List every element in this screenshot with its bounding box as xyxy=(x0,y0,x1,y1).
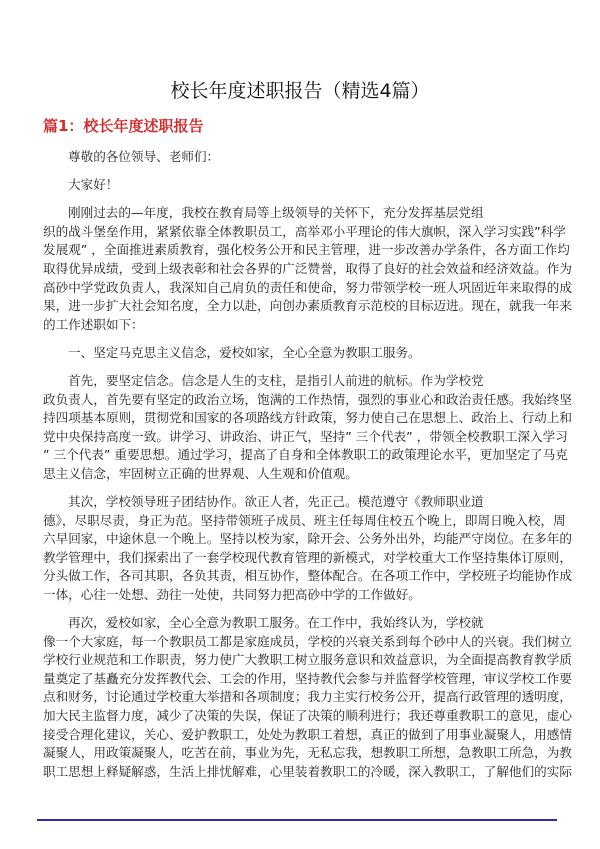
text-line: 再次，爱校如家，全心全意为教职工服务。在工作中，我始终认为，学校就 xyxy=(68,615,484,631)
text-line: 政负责人，首先要有坚定的政治立场，饱满的工作热情，强烈的事业心和政治责任感。我始终坚 xyxy=(43,391,572,407)
text-line: 织的战斗堡垒作用，紧紧依靠全体教职员工，高举邓小平理论的伟大旗帜，深入学习实践”科学 xyxy=(43,223,566,239)
text-line: 发展观” ，全面推进素质教育，强化校务公开和民主管理，进一步改善办学条件，各方面工作均 xyxy=(43,242,570,258)
paragraph xyxy=(43,614,572,781)
text-line: 高砂中学党政负责人，我深知自己肩负的责任和使命，努力带领学校一班人巩固近年来取得的成 xyxy=(43,279,572,295)
footer-rule xyxy=(37,819,557,821)
text-line: 党中央保持高度一致。讲学习、讲政治、讲正气，坚持” 三个代表” ，带领全校教职工深入学习 xyxy=(43,428,568,444)
text-line: 学校行业规范和工作职责，努力使广大教职工树立服务意识和效益意识，为全面提高教育教学质 xyxy=(43,652,572,668)
text-line: 德》，尽职尽责，身正为范。坚持带领班子成员、班主任每周住校五个晚上，即周日晚入校，周 xyxy=(43,512,566,528)
paragraph xyxy=(43,148,559,167)
text-line: 量奠定了基矗充分发挥教代会、工会的作用，坚持教代会参与并监督学校管理，审议学校工作要 xyxy=(43,670,572,686)
text-line: 六早回家，中途休息一个晚上。坚持以校为家，除开会、公务外出外，均能严守岗位。在多年的 xyxy=(43,531,572,547)
paragraph xyxy=(43,493,572,605)
text-line: 接受合理化建议，关心、爱护教职工，处处为教职工着想，真正的做到了用事业凝聚人，用感情 xyxy=(43,726,572,742)
text-line: 分头做工作，各司其职，各负其责，相互协作，整体配合。在各项工作中，学校班子均能协作成 xyxy=(43,568,572,584)
text-line: 的工作述职如下： xyxy=(43,316,144,332)
text-line: 教学管理中，我们探索出了一套学校现代教育管理的新模式，对学校重大工作坚持集体订原则， xyxy=(43,549,572,565)
text-line: 思主义信念，牢固树立正确的世界观、人生观和价值观。 xyxy=(43,465,358,481)
text-line: 点和财务，讨论通过学校重大举措和各项制度；我力主实行校务公开，提高行政管理的透明度， xyxy=(43,689,572,705)
paragraph xyxy=(43,204,572,334)
text-line: 果，进一步扩大社会知名度，全力以赴，向创办素质教育示范校的目标迈进。现在，就我一年来 xyxy=(43,298,572,314)
text-line: 首先，要坚定信念。信念是人生的支柱，是指引人前进的航标。作为学校党 xyxy=(68,372,484,388)
text-line: 其次，学校领导班子团结协作。欲正人者，先正己。模范遵守《教师职业道 xyxy=(68,494,484,509)
text-line: 取得优异成绩，受到上级表彰和社会各界的广泛赞誉，取得了良好的社会效益和经济效益。作为 xyxy=(43,260,572,276)
paragraph xyxy=(43,372,572,484)
text-line: 凝聚人，用政策凝聚人，吃苦在前，事业为先，无私忘我，想教职工所想，急教职工所急，为教 xyxy=(43,745,572,761)
text-line: 持四项基本原则，贯彻党和国家的各项路线方针政策，努力使自己在思想上、政治上、行动上和 xyxy=(43,410,572,426)
text-line: 一体，心往一处想、劲往一处使，共同努力把高砂中学的工作做好。 xyxy=(43,586,421,602)
document-title: 校长年度述职报告（精选4篇） xyxy=(170,80,430,102)
section-heading: 篇1：校长年度述职报告 xyxy=(43,117,204,135)
text-line: 像一个大家庭，每一个教职员工都是家庭成员，学校的兴衰关系到每个砂中人的兴衰。我们树立 xyxy=(43,633,572,649)
text-line: 加大民主监督力度，减少了决策的失误，保证了决策的顺利进行；我还尊重教职工的意见，虚心 xyxy=(43,708,572,724)
paragraph xyxy=(43,176,559,195)
document-body xyxy=(43,148,572,791)
text-line: 尊敬的各位领导、老师们： xyxy=(68,149,220,164)
text-line: 一、坚定马克思主义信念，爱校如家，全心全意为教职工服务。 xyxy=(68,344,421,360)
text-line: 职工思想上释疑解惑，生活上排忧解难，心里装着教职工的冷暖，深入教职工，了解他们的实际 xyxy=(43,763,572,779)
text-line: 刚刚过去的—年度，我校在教育局等上级领导的关怀下，充分发挥基层党组 xyxy=(68,205,484,221)
paragraph xyxy=(43,344,559,363)
text-line: 大家好！ xyxy=(68,177,119,193)
text-line: ” 三个代表” 重要思想。通过学习，提高了自身和全体教职工的政策理论水平，更加坚定了马克 xyxy=(43,447,568,463)
